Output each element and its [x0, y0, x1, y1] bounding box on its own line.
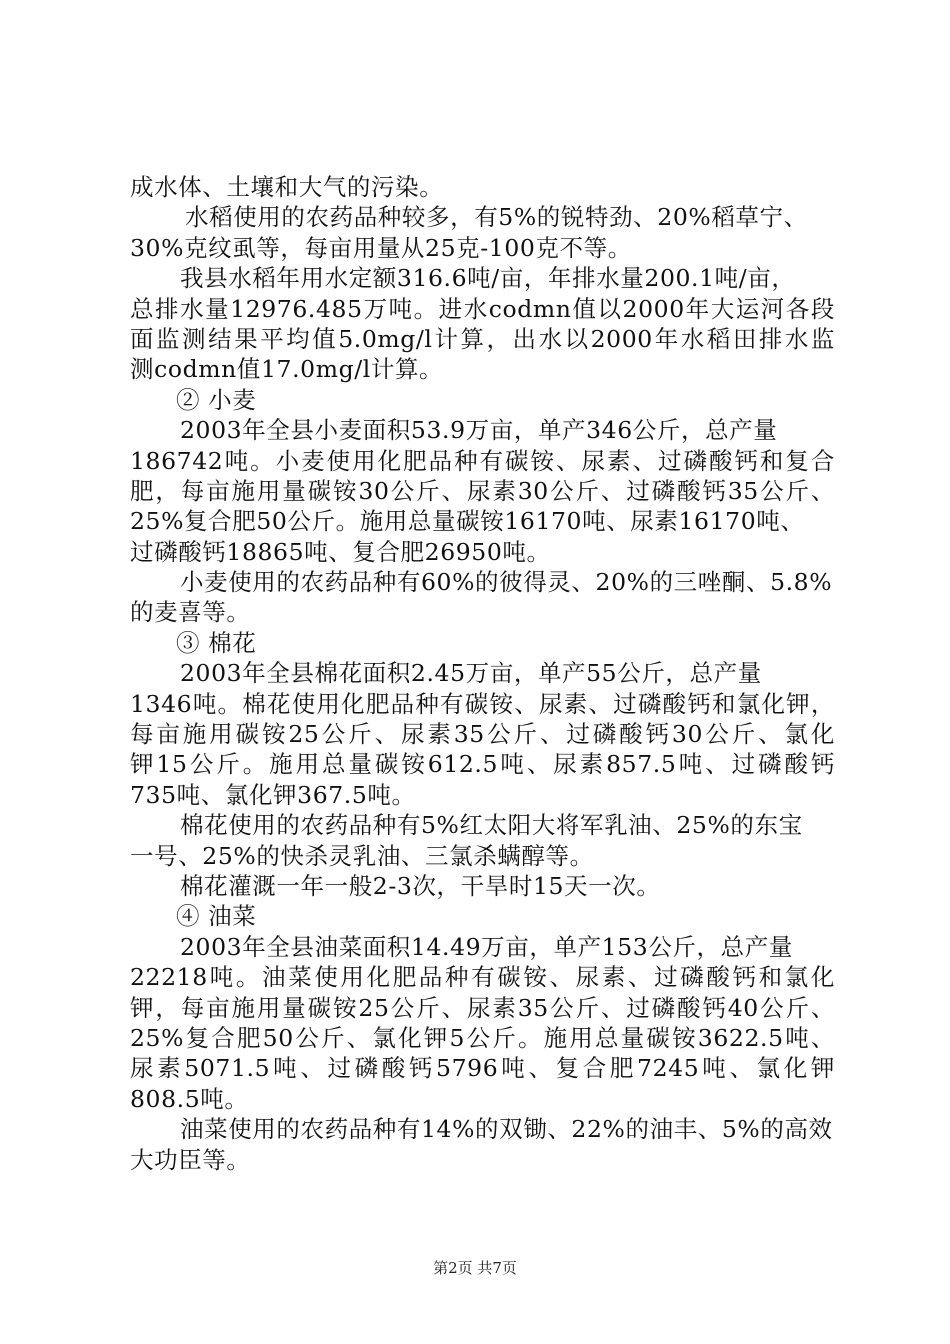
text-line: 735吨、氯化钾367.5吨。 — [130, 780, 416, 809]
text-line: 测codmn值17.0mg/l计算。 — [130, 355, 444, 384]
text-line: 油菜使用的农药品种有14%的双锄、22%的油丰、5%的高效 — [180, 1115, 833, 1144]
text-line: 总排水量12976.485万吨。进水codmn值以2000年大运河各段 — [130, 294, 835, 323]
text-line: 小麦使用的农药品种有60%的彼得灵、20%的三唑酮、5.8% — [180, 568, 833, 597]
text-line: 水稻使用的农药品种较多，有5%的锐特劲、20%稻草宁、 — [185, 203, 808, 232]
text-line: 过磷酸钙18865吨、复合肥26950吨。 — [130, 537, 551, 566]
text-line: 30%克纹虱等，每亩用量从25克-100克不等。 — [130, 233, 632, 262]
text-line: 22218吨。油菜使用化肥品种有碳铵、尿素、过磷酸钙和氯化 — [130, 963, 835, 992]
text-line: 面监测结果平均值5.0mg/l计算，出水以2000年水稻田排水监 — [130, 324, 835, 353]
document-body — [130, 172, 835, 1175]
section-heading-wheat: ② 小麦 — [176, 385, 257, 414]
text-line: 186742吨。小麦使用化肥品种有碳铵、尿素、过磷酸钙和复合 — [130, 446, 835, 475]
text-line: 肥，每亩施用量碳铵30公斤、尿素30公斤、过磷酸钙35公斤、 — [130, 476, 835, 505]
text-line: 尿素5071.5吨、过磷酸钙5796吨、复合肥7245吨、氯化钾 — [130, 1054, 835, 1083]
text-line: 我县水稻年用水定额316.6吨/亩，年排水量200.1吨/亩， — [180, 264, 796, 293]
text-line: 1346吨。棉花使用化肥品种有碳铵、尿素、过磷酸钙和氯化钾， — [130, 689, 835, 718]
text-line: 棉花使用的农药品种有5%红太阳大将军乳油、25%的东宝 — [180, 811, 803, 840]
text-line: 2003年全县棉花面积2.45万亩，单产55公斤，总产量 — [180, 659, 762, 688]
text-line: 25%复合肥50公斤、氯化钾5公斤。施用总量碳铵3622.5吨、 — [130, 1023, 835, 1052]
text-line: 钾15公斤。施用总量碳铵612.5吨、尿素857.5吨、过磷酸钙 — [130, 750, 835, 779]
section-heading-cotton: ③ 棉花 — [176, 628, 257, 657]
section-heading-rapeseed: ④ 油菜 — [176, 902, 257, 931]
text-line: 每亩施用碳铵25公斤、尿素35公斤、过磷酸钙30公斤、氯化 — [130, 720, 835, 749]
text-line: 钾，每亩施用量碳铵25公斤、尿素35公斤、过磷酸钙40公斤、 — [130, 993, 835, 1022]
text-line: 2003年全县小麦面积53.9万亩，单产346公斤，总产量 — [180, 416, 778, 445]
text-line: 大功臣等。 — [130, 1145, 251, 1174]
text-line: 一号、25%的快杀灵乳油、三氯杀螨醇等。 — [130, 841, 594, 870]
text-line: 成水体、土壤和大气的污染。 — [130, 173, 444, 201]
text-line: 808.5吨。 — [130, 1084, 249, 1113]
text-line: 2003年全县油菜面积14.49万亩，单产153公斤，总产量 — [180, 932, 793, 961]
text-line: 25%复合肥50公斤。施用总量碳铵16170吨、尿素16170吨、 — [130, 507, 805, 536]
text-line: 棉花灌溉一年一般2-3次，干旱时15天一次。 — [180, 871, 661, 900]
text-line: 的麦喜等。 — [130, 598, 251, 627]
page-number-footer: 第2页 共7页 — [433, 1259, 517, 1277]
